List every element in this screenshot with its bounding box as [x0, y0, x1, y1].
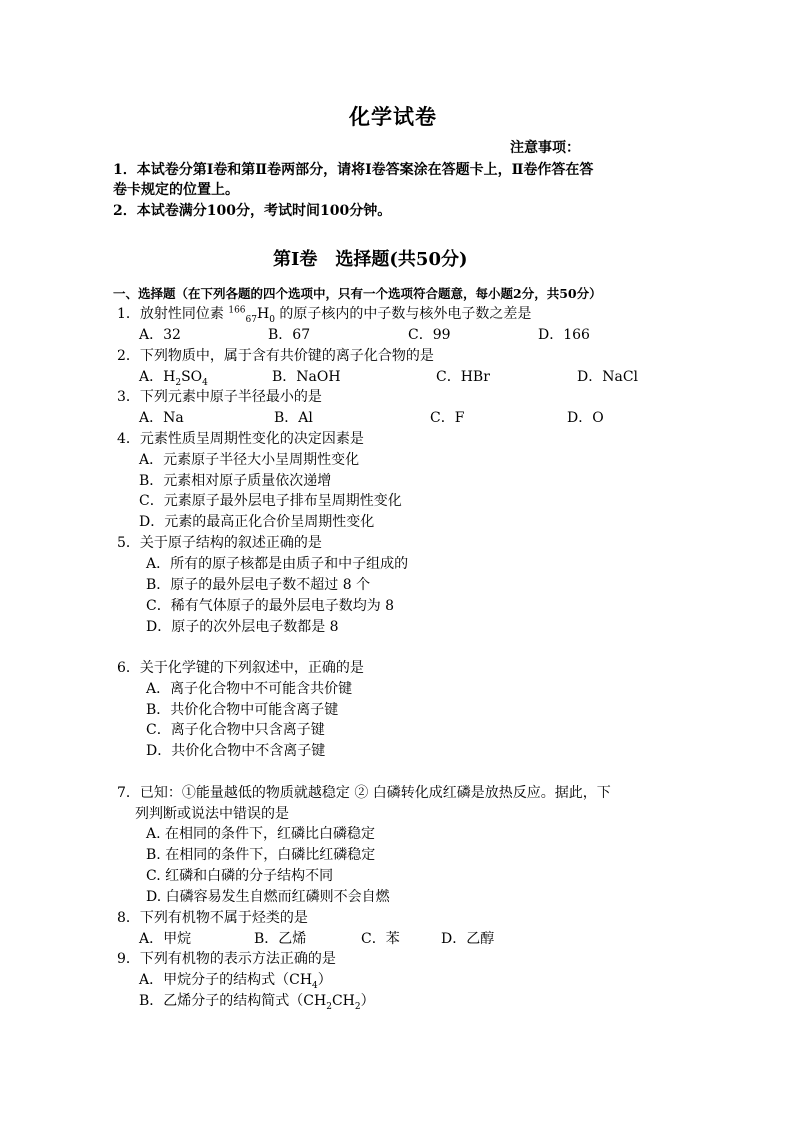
option-c: C．稀有气体原子的最外层电子数均为 8: [146, 598, 395, 614]
notice-item: 卷卡规定的位置上。: [113, 182, 239, 198]
question-stem: 5．关于原子结构的叙述正确的是: [117, 535, 322, 551]
option-b: B．原子的最外层电子数不超过 8 个: [146, 577, 371, 593]
option-a: A．离子化合物中不可能含共价键: [146, 681, 353, 697]
option-a: A．甲烷分子的结构式$(CH_4)$: [139, 972, 332, 991]
option-b: B．67: [268, 327, 311, 343]
exam-title: 化学试卷: [349, 104, 437, 129]
option-a: A. 在相同的条件下，红磷比白磷稳定: [146, 826, 376, 842]
option-b: B．乙烯: [254, 931, 307, 947]
question-stem: 3．下列元素中原子半径最小的是: [117, 389, 322, 405]
question-stem: 6．关于化学键的下列叙述中，正确的是: [117, 660, 364, 676]
option-d: D. 白磷容易发生自燃而红磷则不会自燃: [146, 889, 390, 905]
question-stem-continued: 列判断或说法中错误的是: [135, 806, 289, 822]
option-c: C．苯: [361, 931, 400, 947]
option-d: D．NaCl: [577, 369, 639, 385]
option-d: D．元素的最高正化合价呈周期性变化: [139, 514, 375, 530]
notice-item: 2．本试卷满分100分，考试时间100分钟。: [113, 203, 392, 219]
option-d: D．共价化合物中不含离子键: [146, 743, 326, 759]
option-a: A．元素原子半径大小呈周期性变化: [139, 452, 360, 468]
option-a: A．32: [139, 327, 181, 343]
option-c: C．F: [430, 410, 465, 426]
question-stem: 8．下列有机物不属于烃类的是: [117, 910, 308, 926]
question-stem: 1．放射性同位素 $^{166}_{67}H_0$ 的原子核内的中子数与核外电子数之差是: [117, 305, 532, 325]
question-stem: 7．已知：①能量越低的物质就越稳定 ② 白磷转化成红磷是放热反应。据此，下: [117, 785, 611, 801]
option-c: C. 红磷和白磷的分子结构不同: [146, 868, 334, 884]
option-b: B．乙烯分子的结构简式$(CH_2CH_2)$: [139, 993, 375, 1012]
option-a: A．所有的原子核都是由质子和中子组成的: [146, 556, 409, 572]
option-c: C．HBr: [436, 369, 490, 385]
option-c: C．99: [408, 327, 451, 343]
section-title: 第Ⅰ卷 选择题(共50分): [273, 249, 468, 270]
option-c: C．元素原子最外层电子排布呈周期性变化: [139, 493, 402, 509]
option-d: D．O: [567, 410, 604, 426]
option-a: A．$H_2SO_4$: [139, 369, 208, 388]
option-a: A．Na: [139, 410, 184, 426]
option-b: B．共价化合物中可能含离子键: [146, 702, 339, 718]
option-a: A．甲烷: [139, 931, 192, 947]
question-stem: 4．元素性质呈周期性变化的决定因素是: [117, 431, 364, 447]
option-c: C．离子化合物中只含离子键: [146, 722, 325, 738]
question-stem: 2．下列物质中，属于含有共价键的离子化合物的是: [117, 348, 434, 364]
option-d: D．166: [538, 327, 590, 343]
option-b: B. 在相同的条件下，白磷比红磷稳定: [146, 847, 376, 863]
option-b: B．NaOH: [272, 369, 341, 385]
question-stem: 9．下列有机物的表示方法正确的是: [117, 951, 336, 967]
option-d: D．原子的次外层电子数都是 8: [146, 619, 339, 635]
section-heading: 一、选择题（在下列各题的四个选项中，只有一个选项符合题意，每小题2分，共50分）: [113, 286, 602, 301]
option-d: D．乙醇: [441, 931, 495, 947]
notice-heading: 注意事项：: [510, 140, 580, 156]
notice-item: 1．本试卷分第Ⅰ卷和第Ⅱ卷两部分，请将Ⅰ卷答案涂在答题卡上，Ⅱ卷作答在答: [113, 162, 594, 178]
option-b: B．元素相对原子质量依次递增: [139, 473, 332, 489]
option-b: B．Al: [274, 410, 313, 426]
